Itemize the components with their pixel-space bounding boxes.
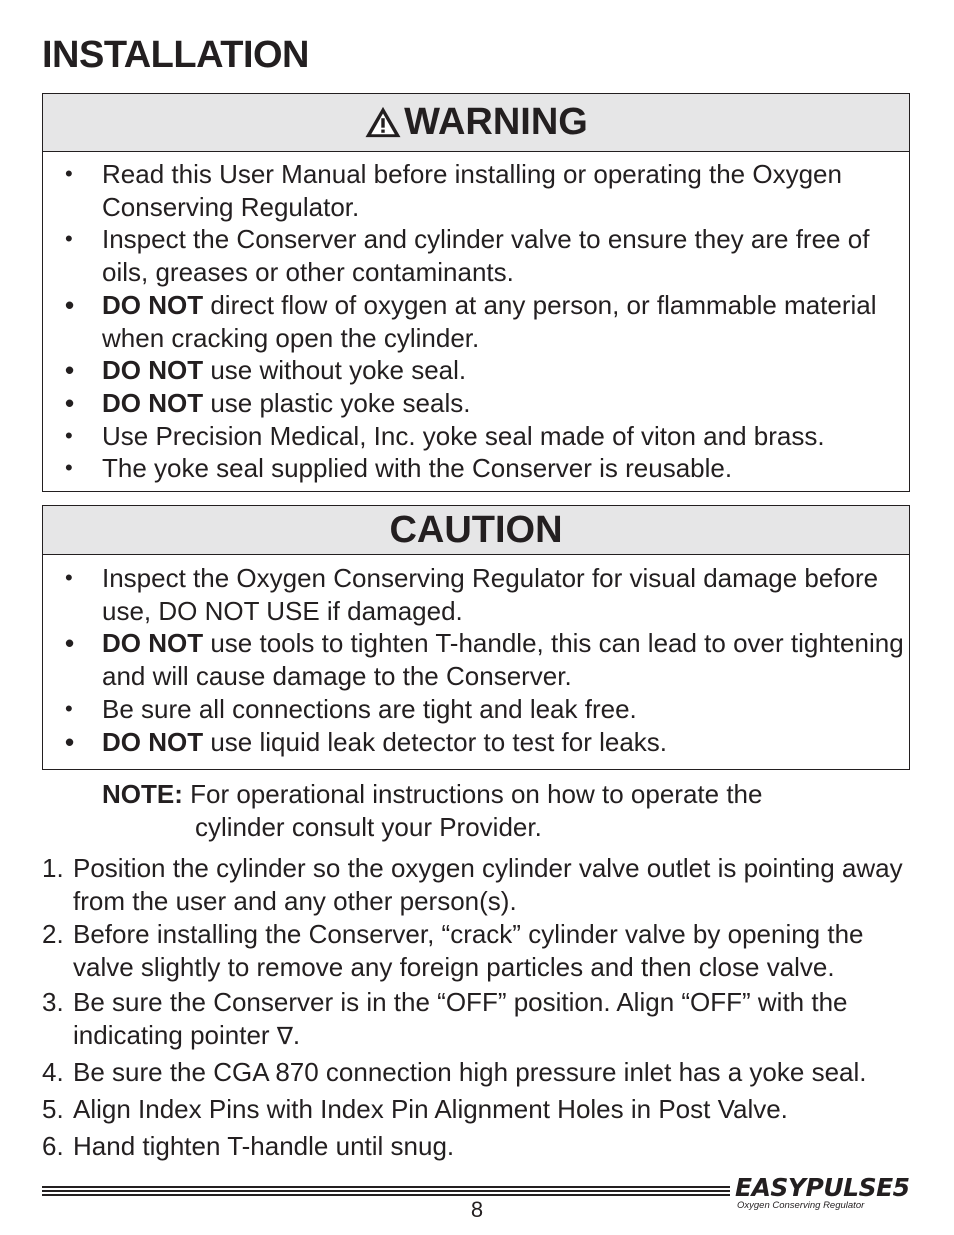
bullet-marker: •	[65, 726, 75, 757]
step-number: 5.	[42, 1094, 64, 1124]
easypulse-logo	[735, 1173, 910, 1211]
warning-list	[43, 152, 909, 485]
step-text: Hand tighten T-handle until snug.	[73, 1131, 455, 1161]
warning-item-emphasis: DO NOT	[102, 387, 204, 418]
bullet-marker: •	[65, 226, 73, 252]
bullet-marker: •	[65, 161, 73, 186]
step-text: Position the cylinder so the oxygen cylinder valve outlet is pointing away from the user and any other person(s).	[73, 853, 903, 916]
bullet-marker: •	[65, 455, 73, 481]
caution-item-text: Be sure all connections are tight and leak free.	[102, 693, 637, 724]
step-item	[42, 918, 922, 984]
caution-item-emphasis: DO NOT	[102, 628, 204, 659]
warning-item-text: use without yoke seal.	[203, 355, 467, 386]
logo-tagline: Oxygen Conserving Regulator	[737, 1200, 865, 1211]
bullet-marker: •	[65, 387, 75, 418]
warning-item	[43, 289, 909, 354]
bullet-marker: •	[65, 628, 75, 659]
warning-item-emphasis: DO NOT	[102, 355, 204, 386]
caution-item	[43, 627, 909, 692]
caution-header	[43, 506, 909, 555]
step-number: 4.	[42, 1057, 64, 1087]
caution-list	[43, 555, 909, 758]
caution-box	[42, 505, 910, 770]
bullet-marker: •	[65, 695, 73, 721]
note	[102, 778, 882, 844]
step-item	[42, 852, 922, 918]
warning-triangle-icon	[364, 105, 402, 139]
step-item	[42, 1130, 922, 1163]
warning-heading: WARNING	[404, 101, 588, 143]
installation-steps	[42, 852, 922, 1163]
warning-item	[43, 158, 909, 223]
step-number: 3.	[42, 987, 64, 1017]
logo-name: EASYPULSE5	[735, 1173, 910, 1202]
caution-item	[43, 562, 909, 627]
warning-item-text: direct flow of oxygen at any person, or flammable material when cracking open the cylinder.	[102, 289, 877, 353]
step-item	[42, 1056, 922, 1089]
step-text: Be sure the CGA 870 connection high pressure inlet has a yoke seal.	[73, 1057, 867, 1087]
bullet-marker: •	[65, 289, 75, 320]
page-title: INSTALLATION	[42, 34, 309, 76]
step-number: 1.	[42, 853, 64, 883]
warning-item	[43, 354, 909, 387]
warning-item-text: Inspect the Conserver and cylinder valve to ensure they are free of oils, greases or other contaminants.	[102, 224, 870, 288]
warning-item-text: Read this User Manual before installing or operating the Oxygen Conserving Regulator.	[102, 159, 842, 222]
note-line-1: For operational instructions on how to operate the	[190, 779, 763, 809]
caution-item-text: use liquid leak detector to test for leaks.	[203, 726, 668, 757]
warning-item	[43, 223, 909, 288]
caution-item	[43, 726, 909, 759]
step-number: 2.	[42, 919, 64, 949]
warning-box	[42, 93, 910, 492]
step-text: Be sure the Conserver is in the “OFF” position. Align “OFF” with the indicating pointer	[73, 987, 848, 1050]
warning-item-text: Use Precision Medical, Inc. yoke seal made of viton and brass.	[102, 420, 825, 451]
step-text: Before installing the Conserver, “crack” cylinder valve by opening the valve slightly to remove any foreign particles and then close valve.	[73, 919, 864, 982]
warning-header	[43, 94, 909, 152]
warning-item-emphasis: DO NOT	[102, 289, 204, 320]
caution-item-text: use tools to tighten T-handle, this can lead to over tightening and will cause damage to the Conserver.	[102, 628, 904, 692]
note-line-2: cylinder consult your Provider.	[195, 812, 542, 842]
page-number: 8	[470, 1197, 484, 1222]
warning-item-text: use plastic yoke seals.	[203, 387, 471, 418]
warning-item	[43, 420, 909, 453]
caution-item-text: Inspect the Oxygen Conserving Regulator for visual damage before use, DO NOT USE if damaged.	[102, 563, 879, 626]
step-suffix: .	[292, 1020, 301, 1050]
bullet-marker: •	[65, 355, 75, 386]
note-label: NOTE:	[102, 779, 183, 809]
caution-item	[43, 693, 909, 726]
step-text: Align Index Pins with Index Pin Alignment Holes in Post Valve.	[73, 1094, 788, 1124]
bullet-marker: •	[65, 565, 73, 590]
step-item	[42, 986, 922, 1053]
step-item	[42, 1093, 922, 1126]
caution-heading: CAUTION	[389, 508, 563, 551]
caution-item-emphasis: DO NOT	[102, 726, 204, 757]
warning-item-text: The yoke seal supplied with the Conserver is reusable.	[102, 453, 733, 484]
warning-item	[43, 387, 909, 420]
pointer-symbol-icon: ∇	[276, 1023, 293, 1050]
bullet-marker: •	[65, 422, 73, 448]
step-number: 6.	[42, 1131, 64, 1161]
warning-item	[43, 452, 909, 485]
